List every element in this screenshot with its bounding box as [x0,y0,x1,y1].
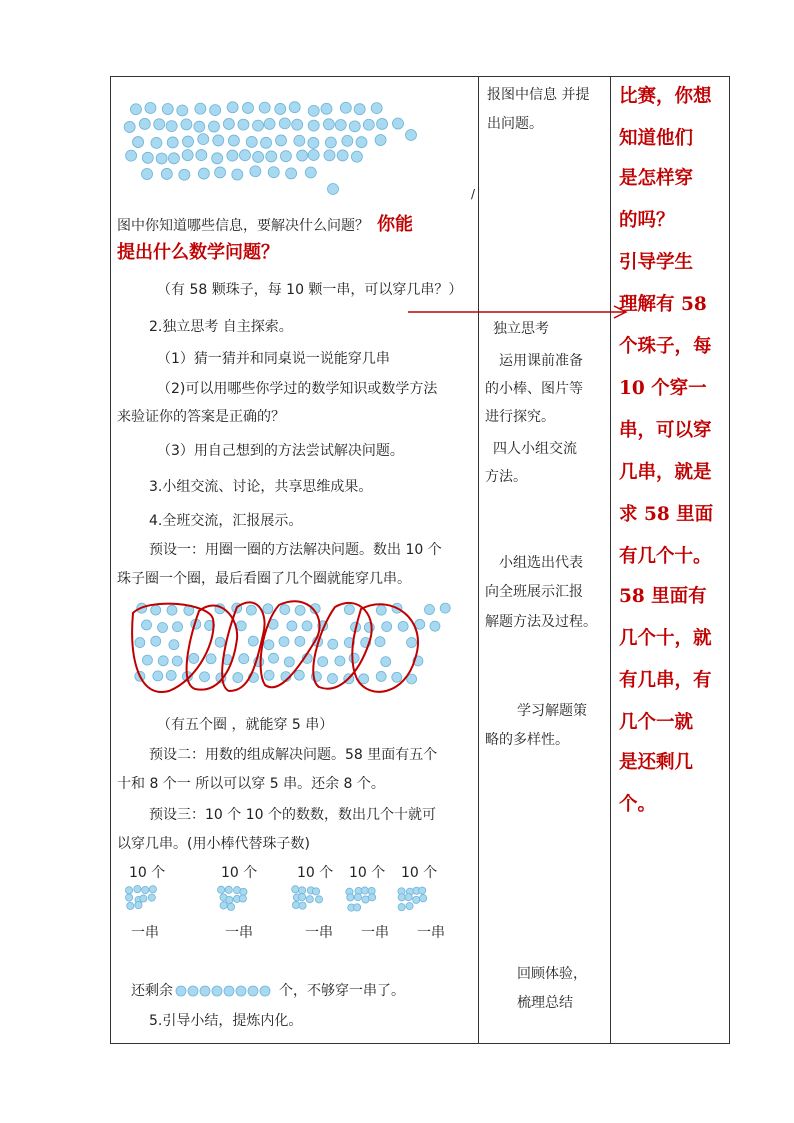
mid-5c: 解题方法及过程。 [485,614,597,630]
preset3a-text: 预设三：10 个 10 个的数数，数出几个十就可 [149,807,436,823]
string-label-4: 一串 [361,925,389,941]
preset2a-text: 预设二：用数的组成解决问题。58 里面有五个 [149,747,438,763]
group-label-3: 10 个 [297,865,334,881]
design-intent-line: 引导学生 [619,252,694,273]
design-intent-line: 有几个十。 [619,546,712,567]
mid-5a: 小组选出代表 [499,555,583,571]
question-red2: 提出什么数学问题？ [117,242,279,263]
design-intent-line: 比赛，你想 [619,86,712,107]
mid-7a: 回顾体验， [517,966,587,982]
string-label-2: 一串 [225,925,253,941]
mid-3b: 的小棒、图片等 [485,381,583,397]
design-intent-line: 几个一就 [619,712,694,733]
design-intent-line: 是怎样穿 [619,168,694,189]
mid-1a: 报图中信息 并提 [487,87,590,103]
mid-5b: 向全班展示汇报 [485,584,583,600]
string-label-3: 一串 [305,925,333,941]
step2-text: 2.独立思考 自主探索。 [149,319,293,335]
stray-mark: / [471,187,476,201]
mid-6a: 学习解题策 [517,703,587,719]
sub3-text: （3）用自己想到的方法尝试解决问题。 [157,443,404,459]
design-intent-line: 理解有 58 [619,294,707,315]
circles-note: （有五个圈 ，就能穿 5 串） [157,717,334,733]
group-label-1: 10 个 [129,865,166,881]
sub2a-text: （2)可以用哪些你学过的数学知识或数学方法 [157,381,438,397]
string-label-5: 一串 [417,925,445,941]
step4-text: 4.全班交流，汇报展示。 [149,513,303,529]
design-intent-line: 10 个穿一 [619,378,707,399]
problem-text: （有 58 颗珠子，每 10 颗一串，可以穿几串？） [157,282,463,298]
preset2b-text: 十和 8 个一 所以可以穿 5 串。还余 8 个。 [117,776,385,792]
group-label-4: 10 个 [349,865,386,881]
design-intent-line: 个珠子，每 [619,336,712,357]
mid-3a: 运用课前准备 [499,353,583,369]
design-intent-line: 求 58 里面 [619,504,714,525]
sub1-text: （1）猜一猜并和同桌说一说能穿几串 [157,351,390,367]
design-intent-line: 58 里面有 [619,586,707,607]
mid-4b: 方法。 [485,469,527,485]
step3-text: 3.小组交流、讨论，共享思维成果。 [149,479,373,495]
design-intent-line: 是还剩几 [619,752,694,773]
design-intent-line: 几个十，就 [619,628,712,649]
remain-before: 还剩余 [131,983,173,999]
sub2b-text: 来验证你的答案是正确的？ [117,409,285,425]
step5-text: 5.引导小结，提炼内化。 [149,1013,303,1029]
remain-after: 个，不够穿一串了。 [279,983,405,999]
string-label-1: 一串 [131,925,159,941]
design-intent-line: 个。 [619,794,657,815]
design-intent-line: 串，可以穿 [619,420,712,441]
mid-4a: 四人小组交流 [493,441,577,457]
question-red1: 你能 [377,214,413,235]
group-label-2: 10 个 [221,865,258,881]
mid-7b: 梳理总结 [517,995,573,1011]
question-line1: 图中你知道哪些信息，要解决什么问题？ [117,218,369,234]
design-intent-line: 几串，就是 [619,462,712,483]
preset3b-text: 以穿几串。(用小棒代替珠子数) [117,836,310,852]
mid-2: 独立思考 [493,321,549,337]
design-intent-line: 有几串，有 [619,670,712,691]
design-intent-line: 知道他们 [619,128,694,149]
mid-3c: 进行探究。 [485,409,555,425]
design-intent-line: 的吗？ [619,210,675,231]
group-label-5: 10 个 [401,865,438,881]
mid-6b: 略的多样性。 [485,732,569,748]
preset1a-text: 预设一：用圈一圈的方法解决问题。数出 10 个 [149,542,442,558]
mid-1b: 出问题。 [487,116,543,132]
preset1b-text: 珠子圈一个圈，最后看圈了几个圈就能穿几串。 [117,571,411,587]
